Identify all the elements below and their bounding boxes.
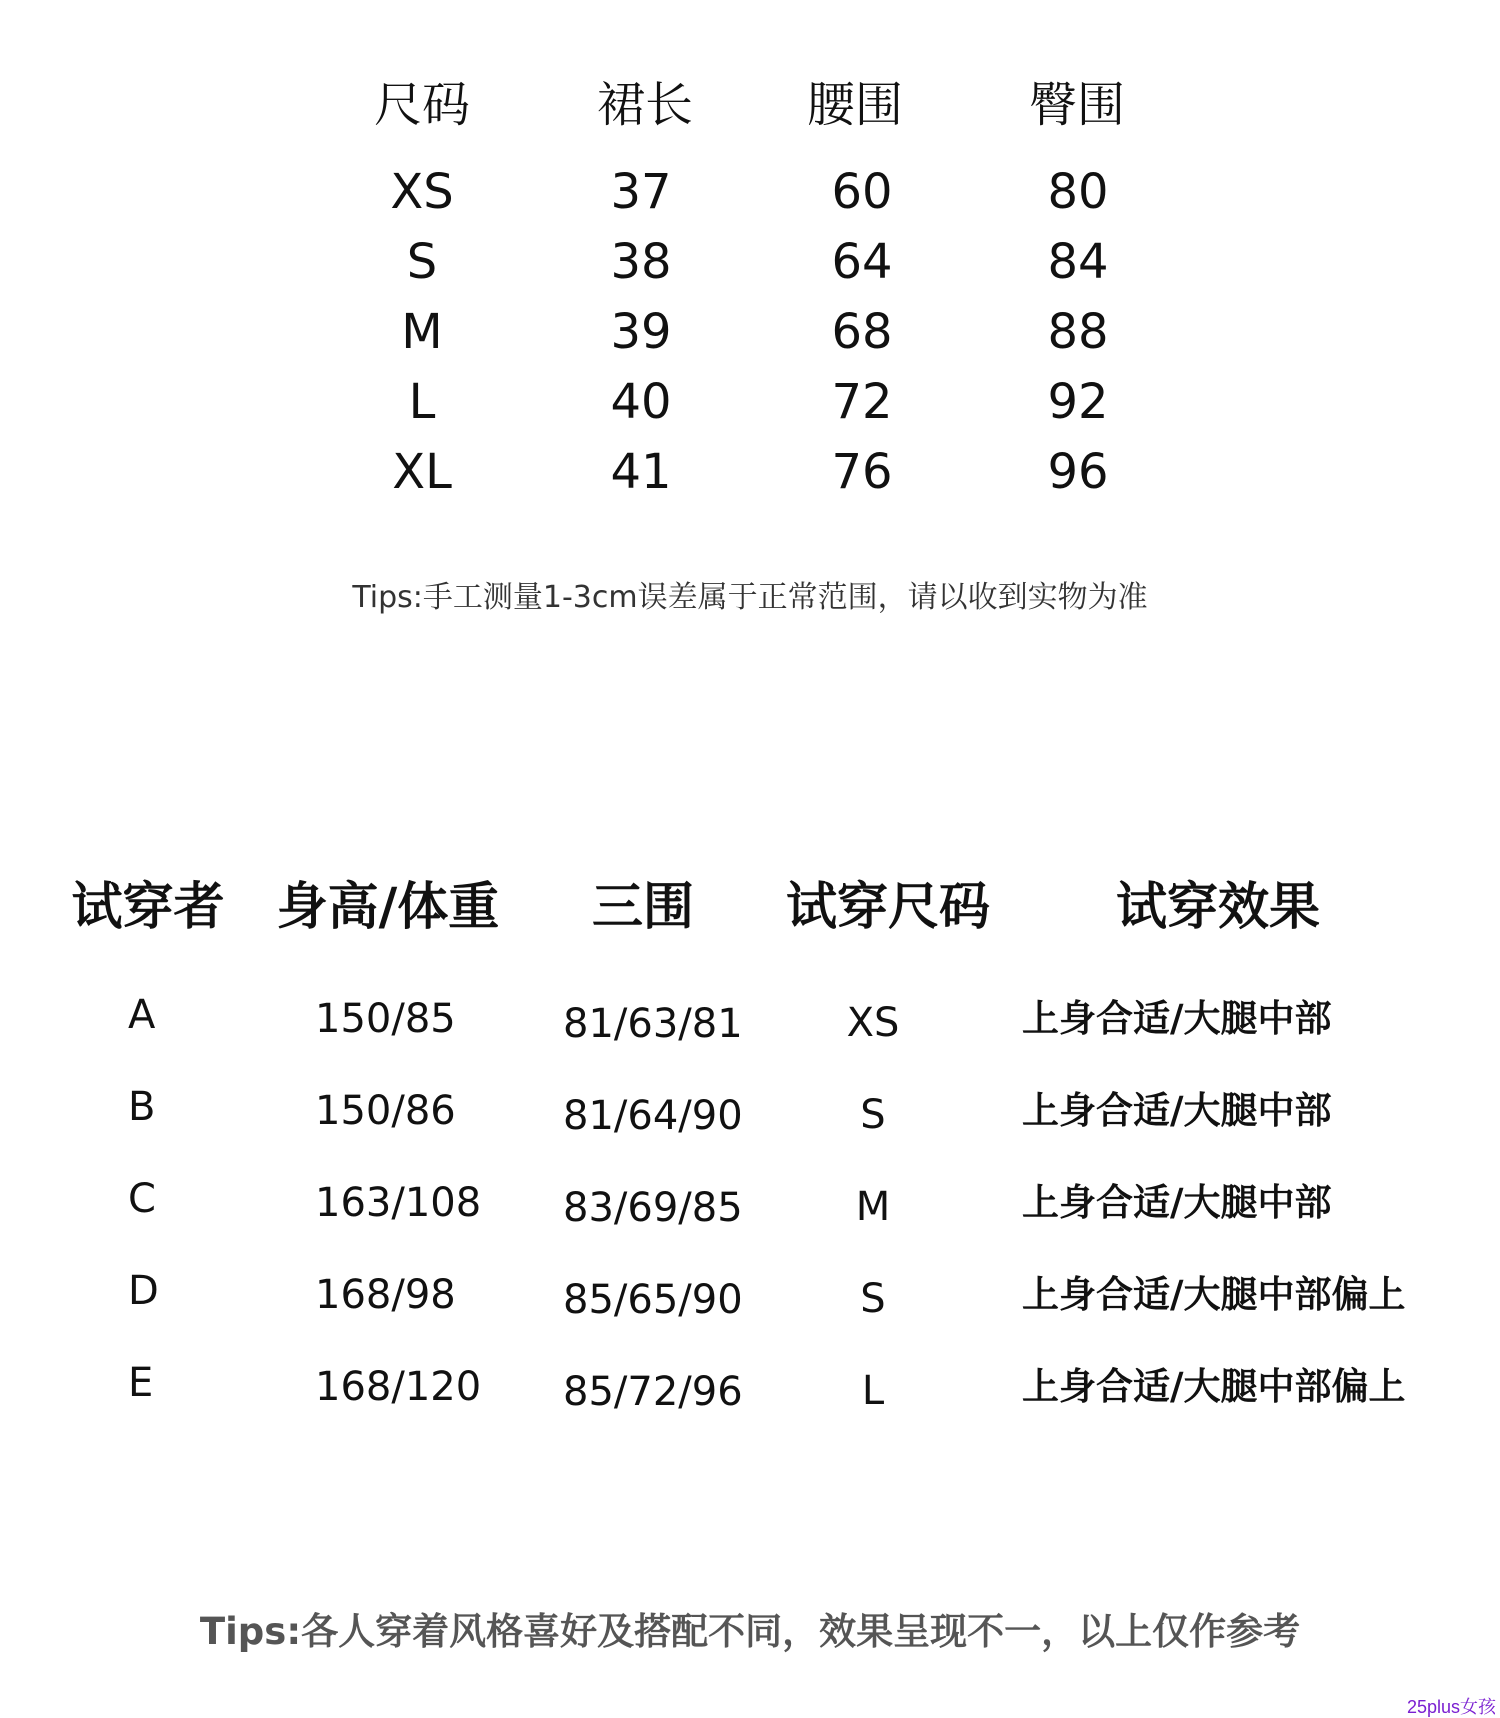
height-weight-cell: 168/98 bbox=[315, 1272, 456, 1318]
size-cell: 64 bbox=[831, 234, 893, 290]
size-header-size: 尺码 bbox=[373, 77, 471, 133]
height-weight-cell: 150/86 bbox=[315, 1088, 456, 1134]
effect-cell: 上身合适/大腿中部偏上 bbox=[1022, 1273, 1406, 1316]
size-cell: 72 bbox=[831, 374, 893, 430]
size-cell: 80 bbox=[1047, 164, 1109, 220]
try-header-measurements: 三围 bbox=[591, 878, 695, 937]
size-cell: L bbox=[408, 374, 436, 430]
size-cell: M bbox=[855, 1184, 891, 1230]
tester-label: E bbox=[128, 1360, 154, 1406]
size-cell: 38 bbox=[610, 234, 672, 290]
size-cell: 41 bbox=[610, 444, 672, 500]
size-cell: XL bbox=[392, 444, 452, 500]
height-weight-cell: 168/120 bbox=[315, 1364, 482, 1410]
tester-label: D bbox=[128, 1268, 159, 1314]
size-header-length: 裙长 bbox=[596, 77, 694, 133]
measurements-cell: 81/63/81 bbox=[563, 1001, 743, 1047]
size-cell: 37 bbox=[610, 164, 672, 220]
size-cell: 84 bbox=[1047, 234, 1109, 290]
size-cell: 92 bbox=[1047, 374, 1109, 430]
size-cell: 76 bbox=[831, 444, 893, 500]
try-header-tester: 试穿者 bbox=[71, 878, 225, 937]
effect-cell: 上身合适/大腿中部 bbox=[1022, 997, 1332, 1040]
size-cell: 96 bbox=[1047, 444, 1109, 500]
style-tips: Tips:各人穿着风格喜好及搭配不同，效果呈现不一，以上仅作参考 bbox=[199, 1610, 1301, 1653]
tester-label: A bbox=[128, 992, 156, 1038]
tester-label: B bbox=[128, 1084, 156, 1130]
size-cell: 60 bbox=[831, 164, 893, 220]
size-cell: 39 bbox=[610, 304, 672, 360]
measurements-cell: 83/69/85 bbox=[563, 1185, 743, 1231]
size-cell: S bbox=[860, 1276, 886, 1322]
measurements-cell: 85/65/90 bbox=[563, 1277, 743, 1323]
size-cell: 88 bbox=[1047, 304, 1109, 360]
measurements-cell: 85/72/96 bbox=[563, 1369, 743, 1415]
size-header-waist: 腰围 bbox=[806, 77, 904, 133]
size-cell: XS bbox=[846, 1000, 900, 1046]
size-cell: M bbox=[401, 304, 443, 360]
size-header-hip: 臀围 bbox=[1028, 77, 1126, 133]
size-cell: S bbox=[860, 1092, 886, 1138]
effect-cell: 上身合适/大腿中部偏上 bbox=[1022, 1365, 1406, 1408]
size-cell: XS bbox=[390, 164, 454, 220]
try-header-effect: 试穿效果 bbox=[1115, 878, 1321, 937]
size-cell: S bbox=[406, 234, 438, 290]
try-header-size: 试穿尺码 bbox=[785, 878, 991, 937]
size-cell: L bbox=[861, 1368, 885, 1414]
watermark: 25plus女孩 bbox=[1406, 1697, 1496, 1717]
tester-label: C bbox=[128, 1176, 156, 1222]
measurement-tips: Tips:手工测量1-3cm误差属于正常范围，请以收到实物为准 bbox=[352, 580, 1148, 615]
effect-cell: 上身合适/大腿中部 bbox=[1022, 1089, 1332, 1132]
size-cell: 40 bbox=[610, 374, 672, 430]
height-weight-cell: 150/85 bbox=[315, 996, 456, 1042]
effect-cell: 上身合适/大腿中部 bbox=[1022, 1181, 1332, 1224]
measurements-cell: 81/64/90 bbox=[563, 1093, 743, 1139]
height-weight-cell: 163/108 bbox=[315, 1180, 482, 1226]
try-header-height-weight: 身高/体重 bbox=[276, 878, 500, 937]
size-cell: 68 bbox=[831, 304, 893, 360]
